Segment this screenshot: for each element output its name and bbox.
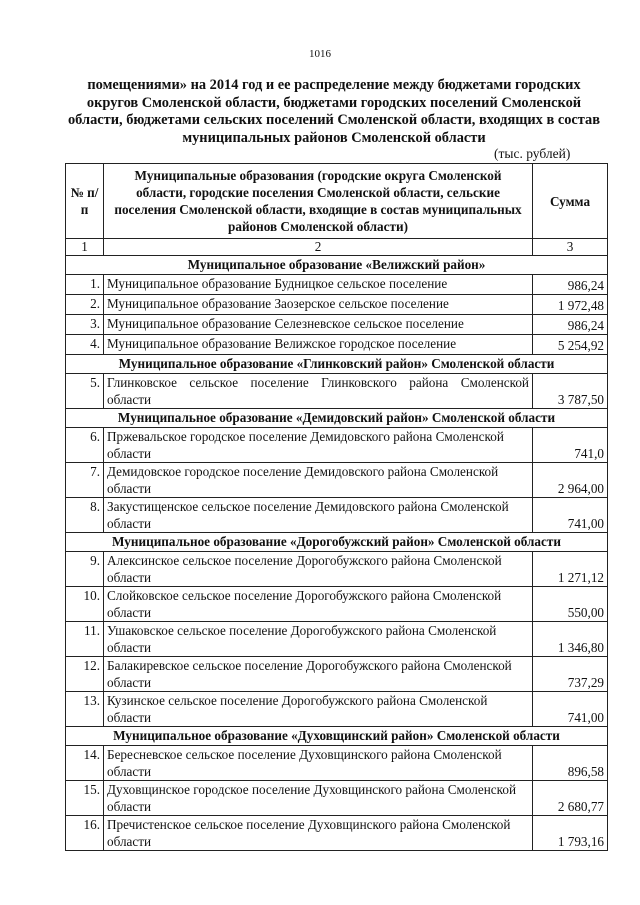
row-number: 9. xyxy=(66,552,104,587)
row-number: 14. xyxy=(66,746,104,781)
row-number: 5. xyxy=(66,374,104,409)
page-number: 1016 xyxy=(309,48,331,60)
amount: 2 680,77 xyxy=(533,781,608,816)
municipality-name: Демидовское городское поселение Демидовского района Смоленской области xyxy=(104,463,533,498)
group-row xyxy=(66,355,608,374)
amount: 550,00 xyxy=(533,587,608,622)
amount: 1 271,12 xyxy=(533,552,608,587)
column-number: 3 xyxy=(533,239,608,256)
table-row xyxy=(66,587,608,622)
row-number: 11. xyxy=(66,622,104,657)
municipality-name: Бересневское сельское поселение Духовщинского района Смоленской области xyxy=(104,746,533,781)
row-number: 7. xyxy=(66,463,104,498)
header-number: № п/п xyxy=(66,164,104,239)
table-row xyxy=(66,622,608,657)
table-row xyxy=(66,335,608,355)
amount: 741,0 xyxy=(533,428,608,463)
row-number: 10. xyxy=(66,587,104,622)
row-number: 6. xyxy=(66,428,104,463)
municipality-name: Муниципальное образование Велижское городское поселение xyxy=(104,335,533,355)
municipality-name: Закустищенское сельское поселение Демидовского района Смоленской области xyxy=(104,498,533,533)
municipality-name: Пржевальское городское поселение Демидовского района Смоленской области xyxy=(104,428,533,463)
row-number: 3. xyxy=(66,315,104,335)
municipality-name: Муниципальное образование Заозерское сельское поселение xyxy=(104,295,533,315)
row-number: 1. xyxy=(66,275,104,295)
allocation-table xyxy=(65,163,608,851)
table-row xyxy=(66,463,608,498)
group-row xyxy=(66,256,608,275)
table-row xyxy=(66,374,608,409)
group-row xyxy=(66,533,608,552)
column-number: 2 xyxy=(104,239,533,256)
column-number: 1 xyxy=(66,239,104,256)
group-title: Муниципальное образование «Духовщинский район» Смоленской области xyxy=(66,727,608,746)
amount: 741,00 xyxy=(533,498,608,533)
row-number: 13. xyxy=(66,692,104,727)
municipality-name: Глинковское сельское поселение Глинковского района Смоленской области xyxy=(104,374,533,409)
amount: 737,29 xyxy=(533,657,608,692)
municipality-name: Алексинское сельское поселение Дорогобужского района Смоленской области xyxy=(104,552,533,587)
amount: 3 787,50 xyxy=(533,374,608,409)
row-number: 4. xyxy=(66,335,104,355)
municipality-name: Кузинское сельское поселение Дорогобужского района Смоленской области xyxy=(104,692,533,727)
amount: 896,58 xyxy=(533,746,608,781)
units-label: (тыс. рублей) xyxy=(494,146,571,161)
column-number-row xyxy=(66,239,608,256)
amount: 986,24 xyxy=(533,275,608,295)
municipality-name: Балакиревское сельское поселение Дорогобужского района Смоленской области xyxy=(104,657,533,692)
amount: 1 346,80 xyxy=(533,622,608,657)
header-sum: Сумма xyxy=(533,164,608,239)
header-municipality: Муниципальные образования (городские округа Смоленской области, городские поселения Смоленской области, сельские поселения Смоленской области, входящие в состав муниципальных районов Смоленской области) xyxy=(104,164,533,239)
table-row xyxy=(66,657,608,692)
table-row xyxy=(66,275,608,295)
table-row xyxy=(66,428,608,463)
group-title: Муниципальное образование «Демидовский район» Смоленской области xyxy=(66,409,608,428)
table-row xyxy=(66,315,608,335)
municipality-name: Муниципальное образование Будницкое сельское поселение xyxy=(104,275,533,295)
table-row xyxy=(66,692,608,727)
amount: 5 254,92 xyxy=(533,335,608,355)
amount: 986,24 xyxy=(533,315,608,335)
group-title: Муниципальное образование «Глинковский район» Смоленской области xyxy=(66,355,608,374)
row-number: 2. xyxy=(66,295,104,315)
row-number: 16. xyxy=(66,816,104,851)
municipality-name: Муниципальное образование Селезневское сельское поселение xyxy=(104,315,533,335)
municipality-name: Пречистенское сельское поселение Духовщинского района Смоленской области xyxy=(104,816,533,851)
municipality-name: Ушаковское сельское поселение Дорогобужского района Смоленской области xyxy=(104,622,533,657)
table-row xyxy=(66,781,608,816)
table-row xyxy=(66,746,608,781)
amount: 741,00 xyxy=(533,692,608,727)
municipality-name: Духовщинское городское поселение Духовщинского района Смоленской области xyxy=(104,781,533,816)
table-row xyxy=(66,552,608,587)
table-row xyxy=(66,295,608,315)
group-row xyxy=(66,409,608,428)
table-row xyxy=(66,816,608,851)
municipality-name: Слойковское сельское поселение Дорогобужского района Смоленской области xyxy=(104,587,533,622)
table-row xyxy=(66,498,608,533)
row-number: 12. xyxy=(66,657,104,692)
group-row xyxy=(66,727,608,746)
group-title: Муниципальное образование «Дорогобужский район» Смоленской области xyxy=(66,533,608,552)
row-number: 15. xyxy=(66,781,104,816)
row-number: 8. xyxy=(66,498,104,533)
amount: 1 972,48 xyxy=(533,295,608,315)
table-header-row xyxy=(66,164,608,239)
amount: 1 793,16 xyxy=(533,816,608,851)
document-title: помещениями» на 2014 год и ее распределение между бюджетами городских округов Смоленской области, бюджетами городских поселений Смоленской области, бюджетами сельских поселений Смоленской области, входящих в состав муниципальных районов Смоленской области xyxy=(67,77,601,146)
amount: 2 964,00 xyxy=(533,463,608,498)
group-title: Муниципальное образование «Велижский район» xyxy=(66,256,608,275)
